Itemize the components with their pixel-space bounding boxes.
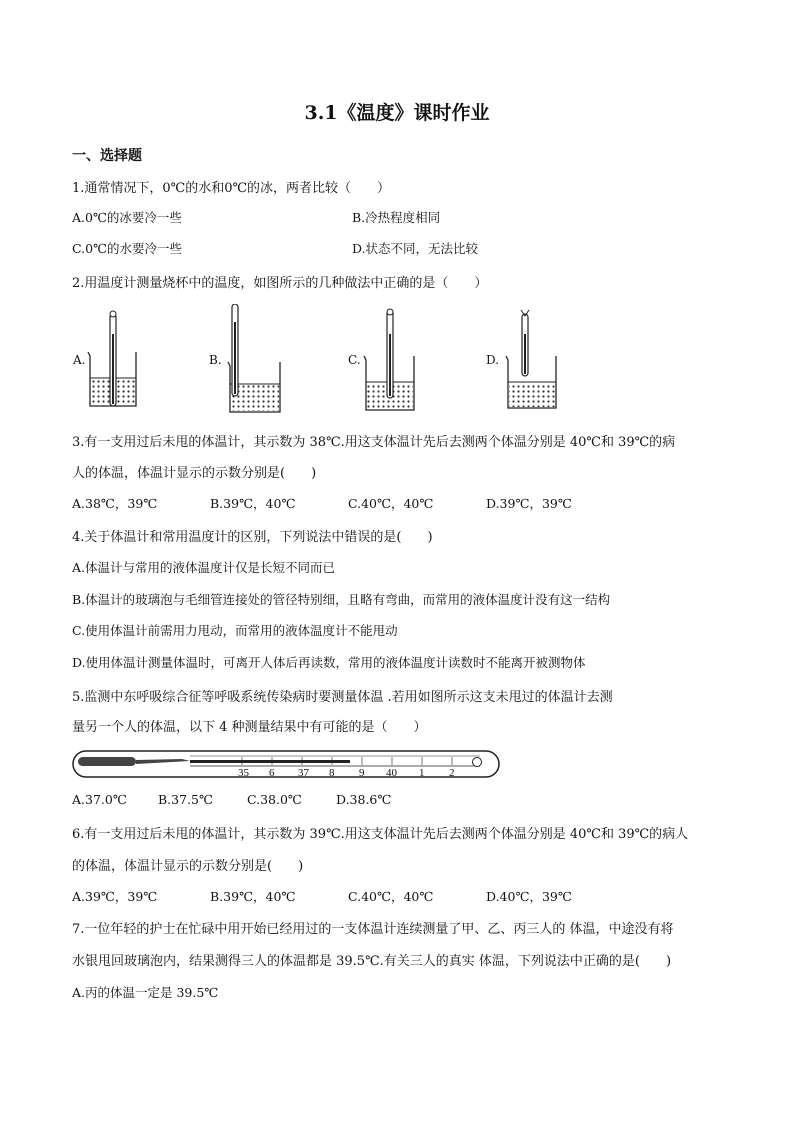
question-6-option-c: C.40℃，40℃ [348,889,434,904]
beaker-label-d: D. [486,353,500,367]
question-6-stem-line2: 的体温，体温计显示的示数分别是( ) [72,859,304,874]
beaker-c-diagram [364,309,414,410]
question-6-stem-line1: 6.有一支用过后未甩的体温计，其示数为 39℃.用这支体温计先后去测两个体温分别是 40℃和 39℃的病人 [72,827,689,842]
question-4-stem: 4.关于体温计和常用温度计的区别，下列说法中错误的是( ) [72,530,433,545]
beaker-a-diagram [88,311,136,406]
beaker-b-diagram [228,304,280,412]
scale-label-35: 35 [238,767,249,779]
question-5-option-d: D.38.6℃ [336,792,392,807]
beaker-label-a: A. [73,353,86,367]
question-4-option-a: A.体温计与常用的液体温度计仅是长短不同而已 [72,560,336,575]
question-3-option-a: A.38℃，39℃ [72,496,158,511]
question-4-option-d: D.使用体温计测量体温时，可离开人体后再读数，常用的液体温度计读数时不能离开被测物体 [72,655,586,670]
scale-label-41: 1 [419,767,425,779]
page-title: 3.1《温度》课时作业 [304,102,490,124]
question-5-option-c: C.38.0℃ [247,792,302,807]
question-3-option-d: D.39℃，39℃ [486,496,572,511]
question-7-stem-line2: 水银甩回玻璃泡内，结果测得三人的体温都是 39.5℃.有关三人的真实 体温，下列说法中正确的是( ) [72,954,672,969]
beaker-label-c: C. [348,353,361,367]
clinical-thermometer-diagram [72,747,502,781]
question-6-option-d: D.40℃，39℃ [486,889,572,904]
question-7-stem-line1: 7.一位年轻的护士在忙碌中用开始已经用过的一支体温计连续测量了甲、乙、丙三人的 体温，中途没有将 [72,922,674,937]
scale-label-36: 6 [269,767,275,779]
question-3-option-b: B.39℃，40℃ [210,496,296,511]
question-3-stem-line1: 3.有一支用过后未甩的体温计，其示数为 38℃.用这支体温计先后去测两个体温分别是 40℃和 39℃的病 [72,435,676,450]
question-6-option-a: A.39℃，39℃ [72,889,158,904]
question-5-option-a: A.37.0℃ [72,792,127,807]
beaker-diagrams [66,304,706,414]
question-6-option-b: B.39℃，40℃ [210,889,296,904]
scale-label-39: 9 [359,767,365,779]
scale-label-42: 2 [449,767,455,779]
scale-label-37: 37 [298,767,309,779]
question-1-option-c: C.0℃的水要冷一些 [72,241,183,256]
question-7-option-a: A.丙的体温一定是 39.5℃ [72,985,219,1000]
question-5-option-b: B.37.5℃ [158,792,213,807]
question-2-stem: 2.用温度计测量烧杯中的温度，如图所示的几种做法中正确的是（ ） [72,276,488,291]
beaker-d-diagram [506,310,556,408]
question-3-stem-line2: 人的体温，体温计显示的示数分别是( ) [72,466,317,481]
question-5-stem-line1: 5.监测中东呼吸综合征等呼吸系统传染病时要测量体温 .若用如图所示这支未甩过的体温计去测 [72,690,613,705]
question-1-option-b: B.冷热程度相同 [352,210,441,225]
question-1-option-a: A.0℃的冰要冷一些 [72,210,182,225]
section-heading: 一、选择题 [72,148,142,164]
question-1-option-d: D.状态不同，无法比较 [352,241,479,256]
question-4-option-c: C.使用体温计前需用力甩动，而常用的液体温度计不能甩动 [72,623,398,638]
beaker-label-b: B. [209,353,222,367]
question-3-option-c: C.40℃，40℃ [348,496,434,511]
question-5-stem-line2: 量另一个人的体温，以下 4 种测量结果中有可能的是（ ） [72,720,427,735]
question-1-stem: 1.通常情况下，0℃的水和0℃的冰，两者比较（ ） [72,181,391,196]
question-4-option-b: B.体温计的玻璃泡与毛细管连接处的管径特别细，且略有弯曲，而常用的液体温度计没有这一结构 [72,592,611,607]
scale-label-38: 8 [329,767,335,779]
scale-label-40: 40 [386,767,397,779]
